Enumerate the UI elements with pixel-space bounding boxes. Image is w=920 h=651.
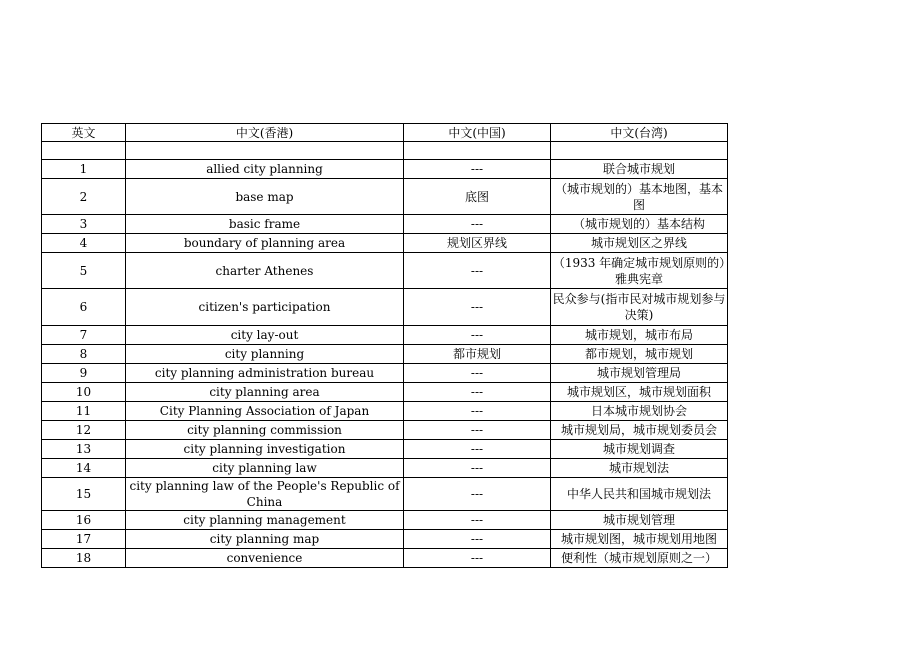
blank-cell [42,142,126,160]
term-cn-cell: --- [404,215,551,234]
row-number-cell: 3 [42,215,126,234]
row-number-cell: 6 [42,289,126,326]
term-hk-cell: city planning administration bureau [126,364,404,383]
row-number-cell: 7 [42,326,126,345]
table-row [42,530,728,549]
term-cn-cell: 都市规划 [404,345,551,364]
term-hk-cell: convenience [126,549,404,568]
table-row [42,179,728,215]
table-row [42,289,728,326]
term-cn-cell: --- [404,326,551,345]
blank-cell [126,142,404,160]
table-row [42,421,728,440]
term-cn-cell: --- [404,478,551,511]
blank-row [42,142,728,160]
table-row [42,364,728,383]
table-row [42,440,728,459]
term-cn-cell: --- [404,160,551,179]
term-hk-cell: allied city planning [126,160,404,179]
term-tw-cell: 城市规划管理 [551,511,728,530]
term-hk-cell: city lay-out [126,326,404,345]
header-cell-chinese-cn: 中文(中国) [404,124,551,142]
row-number-cell: 17 [42,530,126,549]
term-cn-cell: --- [404,511,551,530]
header-cell-chinese-hk: 中文(香港) [126,124,404,142]
term-cn-cell: 底图 [404,179,551,215]
table-row [42,160,728,179]
term-cn-cell: --- [404,253,551,289]
term-cn-cell: --- [404,383,551,402]
term-tw-cell: （城市规划的）基本地图，基本图 [551,179,728,215]
row-number-cell: 10 [42,383,126,402]
term-hk-cell: base map [126,179,404,215]
term-hk-cell: boundary of planning area [126,234,404,253]
row-number-cell: 12 [42,421,126,440]
blank-cell [551,142,728,160]
term-tw-cell: 城市规划区之界线 [551,234,728,253]
term-cn-cell: --- [404,289,551,326]
term-cn-cell: --- [404,402,551,421]
row-number-cell: 9 [42,364,126,383]
term-tw-cell: 联合城市规划 [551,160,728,179]
term-hk-cell: city planning law of the People's Republic of China [126,478,404,511]
table-row [42,383,728,402]
blank-cell [404,142,551,160]
term-hk-cell: city planning [126,345,404,364]
table-row [42,511,728,530]
term-tw-cell: 民众参与(指市民对城市规划参与决策) [551,289,728,326]
table-row [42,215,728,234]
term-hk-cell: charter Athenes [126,253,404,289]
row-number-cell: 11 [42,402,126,421]
row-number-cell: 4 [42,234,126,253]
term-hk-cell: citizen's participation [126,289,404,326]
row-number-cell: 13 [42,440,126,459]
term-hk-cell: City Planning Association of Japan [126,402,404,421]
table-row [42,549,728,568]
term-tw-cell: 城市规划法 [551,459,728,478]
table-row [42,345,728,364]
row-number-cell: 8 [42,345,126,364]
term-tw-cell: 便利性（城市规划原则之一） [551,549,728,568]
row-number-cell: 5 [42,253,126,289]
term-tw-cell: 日本城市规划协会 [551,402,728,421]
term-tw-cell: （城市规划的）基本结构 [551,215,728,234]
term-tw-cell: 城市规划局，城市规划委员会 [551,421,728,440]
row-number-cell: 2 [42,179,126,215]
table-row [42,459,728,478]
header-cell-chinese-tw: 中文(台湾) [551,124,728,142]
term-hk-cell: city planning management [126,511,404,530]
term-tw-cell: 城市规划，城市布局 [551,326,728,345]
term-hk-cell: city planning investigation [126,440,404,459]
term-hk-cell: city planning area [126,383,404,402]
term-cn-cell: --- [404,364,551,383]
term-tw-cell: 城市规划管理局 [551,364,728,383]
term-tw-cell: 城市规划区，城市规划面积 [551,383,728,402]
term-cn-cell: --- [404,421,551,440]
term-tw-cell: 中华人民共和国城市规划法 [551,478,728,511]
term-tw-cell: 城市规划图，城市规划用地图 [551,530,728,549]
row-number-cell: 18 [42,549,126,568]
row-number-cell: 16 [42,511,126,530]
term-hk-cell: city planning law [126,459,404,478]
term-hk-cell: basic frame [126,215,404,234]
term-hk-cell: city planning commission [126,421,404,440]
term-cn-cell: --- [404,549,551,568]
term-tw-cell: 都市规划，城市规划 [551,345,728,364]
term-cn-cell: 规划区界线 [404,234,551,253]
term-cn-cell: --- [404,530,551,549]
table-row [42,326,728,345]
table-row [42,402,728,421]
term-tw-cell: 城市规划调查 [551,440,728,459]
glossary-table [41,123,728,568]
row-number-cell: 14 [42,459,126,478]
table-row [42,253,728,289]
row-number-cell: 1 [42,160,126,179]
term-cn-cell: --- [404,440,551,459]
term-tw-cell: （1933 年确定城市规划原则的）雅典宪章 [551,253,728,289]
table-row [42,234,728,253]
term-cn-cell: --- [404,459,551,478]
row-number-cell: 15 [42,478,126,511]
header-cell-english: 英文 [42,124,126,142]
term-hk-cell: city planning map [126,530,404,549]
table-row [42,478,728,511]
header-row [42,124,728,142]
